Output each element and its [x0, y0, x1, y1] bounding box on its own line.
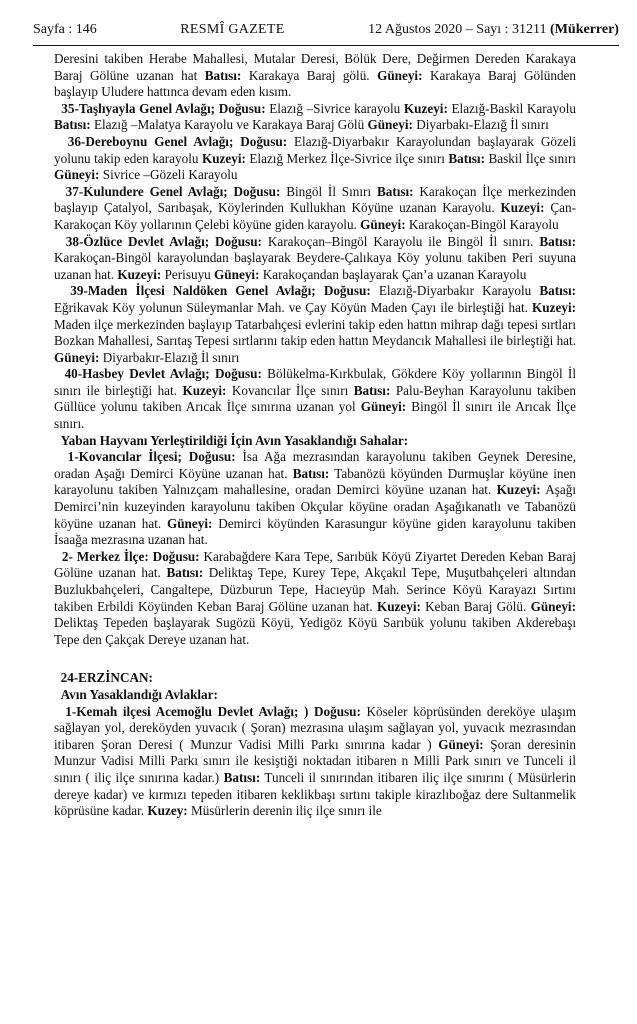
yaban-1: [54, 449, 576, 549]
keyword: Güneyi:: [54, 167, 100, 183]
avlak-heading: 35-Taşlıyayla Genel Avlağı; Doğusu:: [61, 100, 266, 116]
text: Bölükelma-Kırkbulak, Gökdere Köy yollarının Bingöl İl sınırı ile birleştiği hat.: [54, 366, 576, 398]
avlak-heading: 39-Maden İlçesi Naldöken Genel Avlağı; Doğusu:: [70, 283, 371, 299]
text: Karakoçan–Bingöl Karayolu ile Bingöl İl sınırı.: [261, 233, 540, 249]
text: Keban Baraj Gölü.: [420, 598, 531, 614]
avlak-39: [54, 283, 576, 366]
keyword: Batısı:: [539, 233, 576, 249]
avlak-heading: 1-Kemah ilçesi Acemoğlu Devlet Avlağı; ) Doğusu:: [65, 703, 361, 719]
text: Baskil İlçe sınırı: [485, 150, 576, 166]
text: Köseler köprüsünden dereköye ulaşım sağlayan yol, dereköyden yuvacık ( Şoran) mezrasına ulaşım sağlayan yol, yuvacık mezrasından itibaren Şoran Deresi ( Munzur Vadisi Milli Parkı sınırına kadar ): [54, 703, 576, 752]
keyword: Kuzeyi:: [201, 150, 246, 166]
text: Çan-Karakoçan Köy yollarının Çelebi köyüne giden karayolu.: [54, 200, 576, 232]
keyword: Batısı:: [166, 565, 204, 581]
keyword: Kuzey:: [147, 803, 188, 819]
text: Karakoçan-Bingöl Karayolu: [405, 216, 559, 232]
keyword: Kuzeyi:: [182, 382, 227, 398]
text: Elazığ Merkez İlçe-Sivrice ilçe sınırı: [245, 150, 449, 166]
keyword: Kuzeyi:: [403, 100, 448, 116]
keyword: Güneyi:: [438, 736, 484, 752]
text: Bingöl İl Sınırı: [280, 183, 377, 199]
text: Karakoçan-Bingöl karayolundan başlayarak Beydere-Çalıkaya Köy yolunu takiben Peri suyuna uzanan hat.: [54, 250, 576, 282]
text: Deliktaş Tepeden başlayarak Sugözü Köyü, Yedigöz Köyü Sarıbük yolunu takiben Akderebaşı Tepe den Çakçak Dereye uzanan hat.: [54, 615, 576, 647]
avlak-heading: 40-Hasbey Devlet Avlağı; Doğusu:: [64, 366, 262, 382]
avlak-36: [54, 134, 576, 184]
keyword: Güneyi:: [367, 117, 413, 133]
avlak-heading: 2- Merkez İlçe: Doğusu:: [61, 548, 200, 564]
text: Şoran deresinin Munzur Vadisi Milli Parkı sınırı ile kesiştiği noktadan itibaren n Milli Park sınırı ve Tunceli il sınırı ( iliç ilçe sınırına kadar.): [54, 736, 576, 785]
keyword: Batısı:: [54, 117, 91, 133]
text: Palu-Beyhan Karayolunu takiben Güllüce yolunu takiben Arıcak İlçe sınırına uzanan yol: [54, 382, 576, 415]
avlak-37: [54, 184, 576, 234]
yaban-2: [54, 549, 576, 649]
keyword: Güneyi:: [530, 598, 576, 614]
text: Maden ilçe merkezinden başlayıp Tatarbahçesi evlerini takip eden hattın mihrap dağı tepesi sırtları Bozkan Mahallesi, Sarıtaş Tepesi sırtlarını takip eden hattın Meydancık Mahallesi ile birleştiği hat.: [54, 316, 576, 349]
text: Tabanözü köyünden Durmuşlar köyüne inen karayolunu takiben Yalnızçam mahallesine, oradan Demirci köyüne uzanan hat.: [54, 465, 576, 498]
issue-info: [368, 22, 619, 38]
issue-date: 12 Ağustos 2020 – Sayı : 31211: [368, 22, 547, 37]
keyword: Kuzeyi:: [496, 482, 541, 498]
avlak-heading: 37-Kulundere Genel Avlağı; Doğusu:: [65, 183, 281, 199]
keyword: Kuzeyi:: [376, 598, 421, 614]
section-heading-yaban: [54, 433, 576, 450]
heading-text: Yaban Hayvanı Yerleştirildiği İçin Avın Yasaklandığı Sahalar:: [60, 432, 409, 448]
text: Karakoçan İlçe merkezinden başlayıp Çatalyol, Sarıbaşak, Köylerinden Kullukhan Köyüne uzanan Karayolu.: [54, 183, 576, 216]
text: Karakaya Baraj Gölünden başlayıp Uludere hattınca devam eden kısım.: [54, 67, 576, 100]
intro-paragraph: [54, 51, 576, 101]
keyword: Kuzeyi:: [532, 299, 576, 315]
text: Karabağdere Kara Tepe, Sarıbük Köyü Ziyartet Dereden Keban Baraj Gölüne uzanan hat.: [54, 548, 576, 581]
avlak-35: [54, 101, 576, 134]
gazette-title: RESMÎ GAZETE: [180, 22, 285, 37]
keyword: Kuzeyi:: [117, 266, 162, 282]
text: Bingöl İl sınırı ile Arıcak İlçe sınırı.: [54, 399, 576, 432]
keyword: Batısı:: [204, 67, 242, 83]
text: Deresini takiben Herabe Mahallesi, Mutalar Deresi, Bölük Dere, Değirmen Dereden Karakaya Baraj Gölüne uzanan hat: [54, 51, 576, 83]
text: Karakaya Baraj gölü.: [241, 67, 378, 83]
text: Karakoçandan başlayarak Çan’a uzanan Karayolu: [259, 266, 527, 282]
keyword: Batısı:: [223, 769, 261, 785]
avlak-heading: 38-Özlüce Devlet Avlağı; Doğusu:: [65, 233, 262, 249]
keyword: Güneyi:: [214, 266, 260, 282]
heading-text: 24-ERZİNCAN:: [60, 670, 153, 686]
text: Kovancılar İlçe sınırı: [226, 382, 354, 398]
subheading-erzincan: [54, 687, 576, 704]
text: Aşağı Demirci’nin kuzeyinden karayolunu takiben Okçular köyüne oradan Aşağıkanatlı ve Tabanözü köyüne uzanan hat.: [54, 482, 576, 531]
keyword: Batısı:: [353, 382, 391, 398]
keyword: Batısı:: [376, 183, 414, 199]
text: Elazığ-Baskil Karayolu: [447, 100, 576, 116]
text: Perisuyu: [161, 266, 215, 282]
page-header: [33, 22, 619, 46]
section-heading-erzincan: [54, 670, 576, 687]
keyword: Güneyi:: [54, 349, 100, 365]
keyword: Güneyi:: [377, 67, 423, 83]
heading-text: Avın Yasaklandığı Avlaklar:: [60, 686, 218, 702]
avlak-heading: 36-Dereboynu Genel Avlağı; Doğusu:: [67, 133, 288, 149]
keyword: Güneyi:: [360, 399, 407, 415]
text: Deliktaş Tepe, Kurey Tepe, Akçakıl Tepe, Muşutbahçeleri altından Buzlukbahçeleri, Cangaltepe, Düzburun Tepe, Hacıeyüp Mah. Serince Köyü Karayazı Sırtını takiben Erbildi Köyünden Keban Baraj Gölüne uzanan hat.: [54, 565, 576, 614]
text: İsa Ağa mezrasından karayolunu takiben Geynek Deresine, oradan Aşağı Demirci Köyüne uzanan hat.: [54, 449, 577, 481]
text: Demirci köyünden Karasungur köyüne giden karayolunu takiben İsaağa mezrasına uzanan hat.: [54, 515, 576, 548]
avlak-heading: 1-Kovancılar İlçesi; Doğusu:: [67, 449, 236, 465]
page-number: Sayfa : 146: [33, 22, 97, 37]
text: Müsürlerin derenin iliç ilçe sınırı ile: [187, 803, 382, 819]
keyword: Güneyi:: [166, 515, 213, 531]
text: Eğrikavak Köy yolunun Süleymanlar Mah. ve Çay Köyün Maden Çayı ile birleştiği hat.: [54, 299, 533, 315]
keyword: Batısı:: [539, 283, 577, 299]
erzincan-1: [54, 704, 576, 820]
text: Elazığ –Malatya Karayolu ve Karakaya Baraj Gölü: [90, 117, 368, 133]
text: Elazığ-Diyarbakır Karayolu: [370, 283, 540, 299]
text: Tunceli il sınırından itibaren iliç ilçe sınırını ( Müsürlerin dereye kadar) ve kırmızı tepeden itibaren keklikbaşı sırtını takiple kirazlıboğaz dere Sultanmelik köprüsüne kadar.: [54, 769, 576, 819]
keyword: Batısı:: [292, 465, 330, 481]
text: Diyarbakı-Elazığ İl sınırı: [412, 117, 549, 133]
keyword: Güneyi:: [360, 216, 406, 232]
keyword: Batısı:: [448, 150, 485, 166]
text: Elazığ –Sivrice karayolu: [265, 100, 404, 116]
keyword: Kuzeyi:: [500, 200, 545, 216]
avlak-40: [54, 366, 576, 432]
avlak-38: [54, 234, 576, 284]
text: Elazığ-Diyarbakır Karayolundan başlayarak Gözeli yolunu takip eden karayolu: [54, 133, 577, 166]
issue-edition: (Mükerrer): [550, 22, 619, 37]
text: Sivrice –Gözeli Karayolu: [99, 167, 238, 183]
text: Diyarbakır-Elazığ İl sınırı: [99, 349, 240, 365]
document-body: [54, 51, 576, 820]
